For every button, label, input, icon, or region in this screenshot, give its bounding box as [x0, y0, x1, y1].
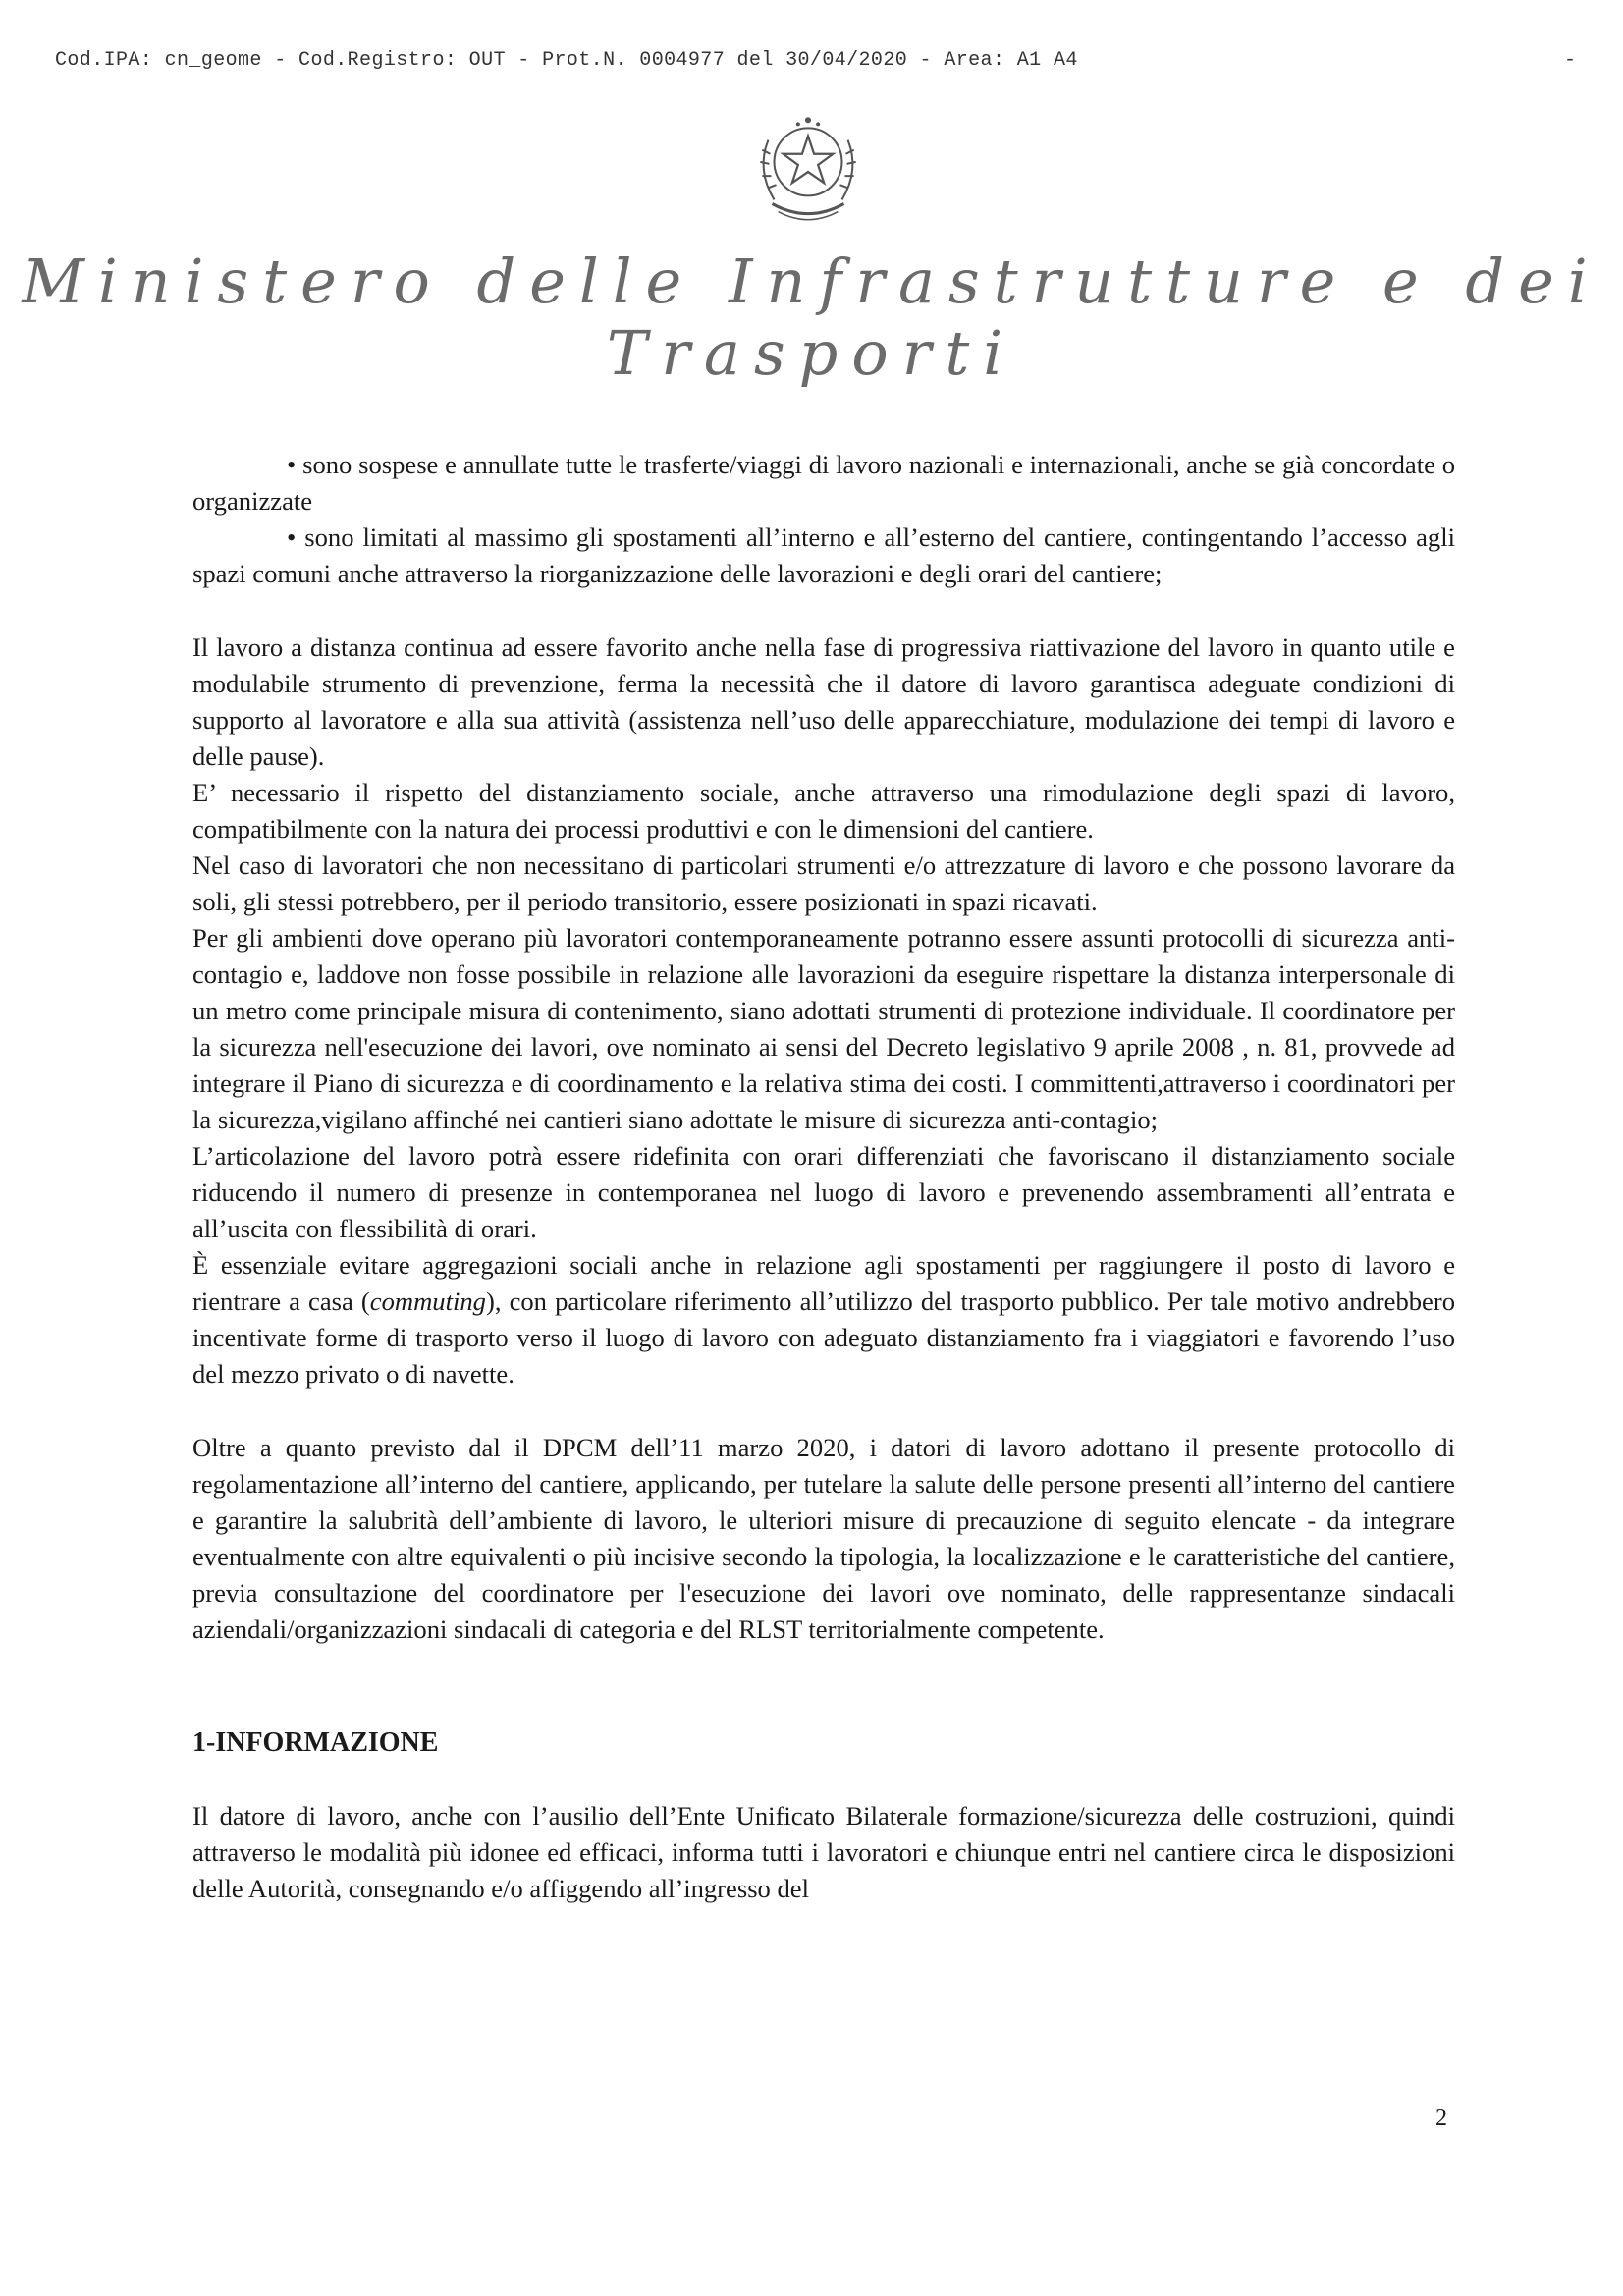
ministry-title: Ministero delle Infrastrutture e dei Trasporti: [22, 246, 1601, 389]
commuting-text-after: ), con particolare riferimento all’utilizzo del trasporto pubblico. Per tale motivo andrebbero incentivate forme di trasporto verso il luogo di lavoro con adeguato distanziamento fra i viaggiatori e favorendo l’uso del mezzo privato o di navette.: [192, 1286, 1456, 1389]
body-paragraph: E’ necessario il rispetto del distanziamento sociale, anche attraverso una rimodulazione degli spazi di lavoro, compatibilmente con la natura dei processi produttivi e con le dimensioni del cantiere.: [192, 778, 1455, 844]
body-paragraph-informazione: Il datore di lavoro, anche con l’ausilio dell’Ente Unificato Bilaterale formazione/sicurezza delle costruzioni, quindi attraverso le modalità più idonee ed efficaci, informa tutti i lavoratori e chiunque entri nel cantiere circa le disposizioni delle Autorità, consegnando e/o affiggendo all’ingresso del: [192, 1801, 1455, 1903]
section-heading: 1-INFORMAZIONE: [192, 1727, 439, 1758]
bullet-item: • sono limitati al massimo gli spostamenti all’interno e all’esterno del cantiere, contingentando l’accesso agli spazi comuni anche attraverso la riorganizzazione delle lavorazioni e degli orari del cantiere;: [192, 519, 1455, 592]
body-paragraph: Per gli ambienti dove operano più lavoratori contemporaneamente potranno essere assunti protocolli di sicurezza anti-contagio e, laddove non fosse possibile in relazione alle lavorazioni da eseguire rispettare la distanza interpersonale di un metro come principale misura di contenimento, siano adottati strumenti di protezione individuale. Il coordinatore per la sicurezza nell'esecuzione dei lavori, ove nominato ai sensi del Decreto legislativo 9 aprile 2008 , n. 81, provvede ad integrare il Piano di sicurezza e di coordinamento e la relativa stima dei costi. I committenti,attraverso i coordinatori per la sicurezza,vigilano affinché nei cantieri siano adottate le misure di sicurezza anti-contagio;: [192, 923, 1455, 1134]
commuting-text-before: È essenziale evitare aggregazioni sociali anche in relazione agli spostamenti per raggiungere il posto di lavoro e rientrare a casa (: [192, 1250, 1455, 1316]
stamp-trailing-mark: -: [1563, 49, 1576, 72]
body-paragraph: Il lavoro a distanza continua ad essere favorito anche nella fase di progressiva riattivazione del lavoro in quanto utile e modulabile strumento di prevenzione, ferma la necessità che il datore di lavoro garantisca adeguate condizioni di supporto al lavoratore e alla sua attività (assistenza nell’uso delle apparecchiature, modulazione dei tempi di lavoro e delle pause).: [192, 632, 1455, 771]
protocol-stamp: Cod.IPA: cn_geome - Cod.Registro: OUT - Prot.N. 0004977 del 30/04/2020 - Area: A1 A4: [55, 49, 1078, 72]
italian-republic-emblem-icon: [738, 100, 878, 240]
commuting-term: commuting: [369, 1286, 486, 1316]
page-number: 2: [1435, 2105, 1447, 2131]
bullet-item: • sono sospese e annullate tutte le trasferte/viaggi di lavoro nazionali e internazionali, anche se già concordate o organizzate: [192, 447, 1455, 519]
body-paragraph: Nel caso di lavoratori che non necessitano di particolari strumenti e/o attrezzature di lavoro e che possono lavorare da soli, gli stessi potrebbero, per il periodo transitorio, essere posizionati in spazi ricavati.: [192, 850, 1455, 916]
body-paragraph-dpcm: Oltre a quanto previsto dal il DPCM dell’11 marzo 2020, i datori di lavoro adottano il presente protocollo di regolamentazione all’interno del cantiere, applicando, per tutelare la salute delle persone presenti all’interno del cantiere e garantire la salubrità dell’ambiente di lavoro, le ulteriori misure di precauzione di seguito elencate - da integrare eventualmente con altre equivalenti o più incisive secondo la tipologia, la localizzazione e le caratteristiche del cantiere, previa consultazione del coordinatore per l'esecuzione dei lavori ove nominato, delle rappresentanze sindacali aziendali/organizzazioni sindacali di categoria e del RLST territorialmente competente.: [192, 1433, 1455, 1644]
body-paragraph-commuting: [192, 1247, 1455, 1393]
document-body: [192, 447, 1455, 1907]
body-paragraph: L’articolazione del lavoro potrà essere ridefinita con orari differenziati che favoriscano il distanziamento sociale riducendo il numero di presenze in contemporanea nel luogo di lavoro e prevenendo assembramenti all’entrata e all’uscita con flessibilità di orari.: [192, 1141, 1455, 1243]
